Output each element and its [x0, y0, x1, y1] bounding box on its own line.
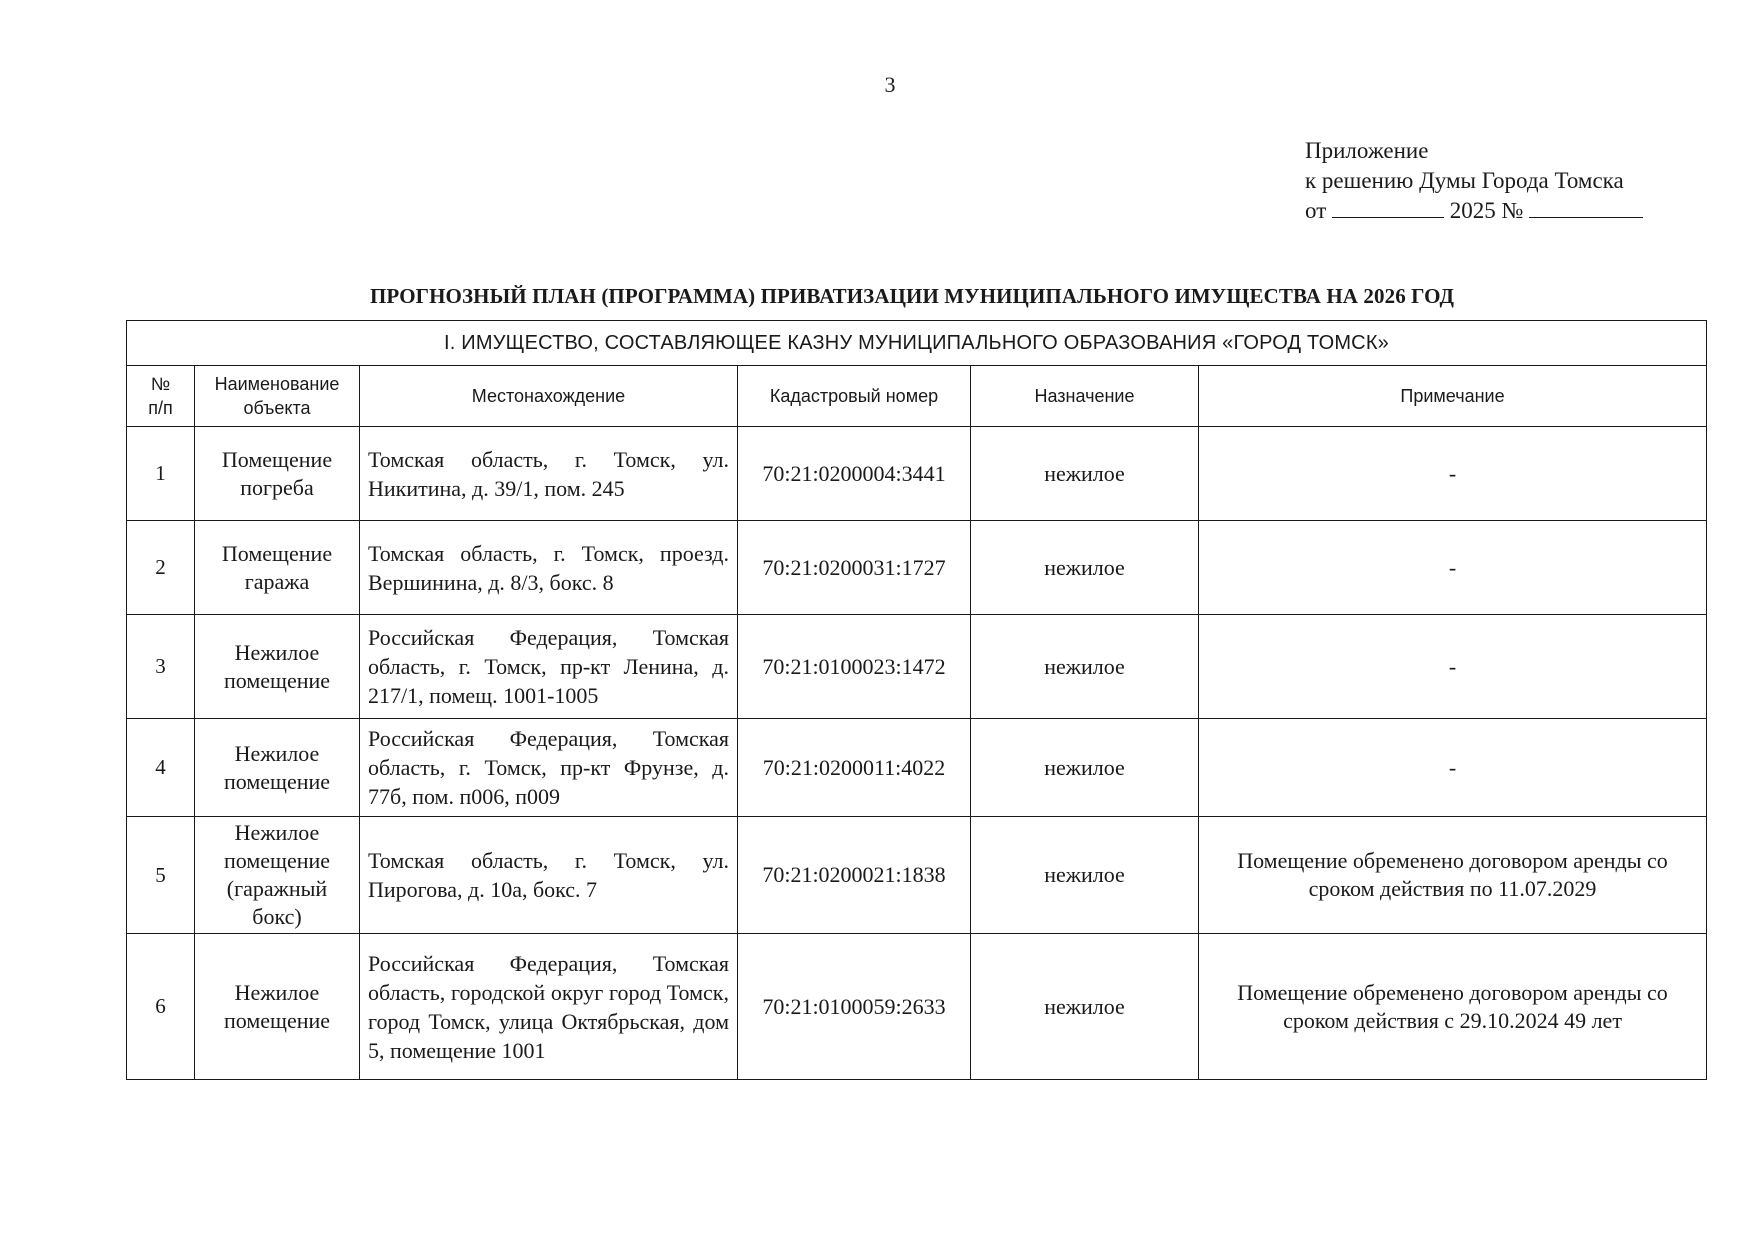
header-row [127, 366, 1707, 427]
cell-location: Российская Федерация, Томская область, г. Томск, пр-кт Ленина, д. 217/1, помещ. 1001-1005 [360, 615, 738, 719]
number-blank-line [1529, 197, 1643, 218]
appendix-year: 2025 № [1449, 198, 1524, 223]
header-num-line2: п/п [148, 398, 173, 418]
table-row [127, 817, 1707, 934]
cell-name [195, 521, 360, 615]
name-line: Нежилое [234, 979, 320, 1005]
cell-name [195, 615, 360, 719]
name-line: помещение [223, 667, 331, 693]
table-row [127, 934, 1707, 1080]
name-line: бокс) [252, 904, 302, 929]
name-line: помещение [223, 848, 331, 873]
cell-purpose: нежилое [971, 817, 1199, 934]
cell-purpose: нежилое [971, 719, 1199, 817]
cell-purpose: нежилое [971, 427, 1199, 521]
table-row [127, 521, 1707, 615]
cell-num: 1 [127, 427, 195, 521]
cell-num: 5 [127, 817, 195, 934]
section-row [127, 321, 1707, 366]
cell-cadastral: 70:21:0200021:1838 [738, 817, 971, 934]
name-line: Помещение [221, 540, 333, 566]
name-line: гаража [244, 568, 310, 594]
header-num [127, 366, 195, 427]
name-line: Нежилое [234, 820, 320, 845]
cell-name [195, 719, 360, 817]
header-location: Местонахождение [360, 366, 738, 427]
cell-note: - [1199, 719, 1707, 817]
appendix-block [1305, 136, 1643, 226]
appendix-date-line [1305, 196, 1643, 226]
cell-num: 4 [127, 719, 195, 817]
cell-location: Российская Федерация, Томская область, г. Томск, пр-кт Фрунзе, д. 77б, пом. п006, п009 [360, 719, 738, 817]
header-cadastral: Кадастровый номер [738, 366, 971, 427]
header-purpose: Назначение [971, 366, 1199, 427]
cell-location: Томская область, г. Томск, ул. Никитина, д. 39/1, пом. 245 [360, 427, 738, 521]
cell-cadastral: 70:21:0100059:2633 [738, 934, 971, 1080]
table-row [127, 615, 1707, 719]
cell-note: Помещение обременено договором аренды со сроком действия с 29.10.2024 49 лет [1199, 934, 1707, 1080]
appendix-date-prefix: от [1305, 198, 1327, 223]
name-line: Нежилое [234, 740, 320, 766]
cell-location: Российская Федерация, Томская область, городской округ город Томск, город Томск, улица Октябрьская, дом 5, помещение 1001 [360, 934, 738, 1080]
name-line: погреба [240, 474, 314, 500]
date-blank-line [1332, 197, 1444, 218]
cell-cadastral: 70:21:0200011:4022 [738, 719, 971, 817]
cell-num: 3 [127, 615, 195, 719]
cell-num: 2 [127, 521, 195, 615]
name-line: помещение [223, 768, 331, 794]
cell-note: Помещение обременено договором аренды со сроком действия по 11.07.2029 [1199, 817, 1707, 934]
name-line: Нежилое [234, 639, 320, 665]
cell-cadastral: 70:21:0200004:3441 [738, 427, 971, 521]
table-row [127, 427, 1707, 521]
cell-purpose: нежилое [971, 615, 1199, 719]
table-row [127, 719, 1707, 817]
header-name [195, 366, 360, 427]
header-name-line2: объекта [243, 398, 311, 418]
header-name-line1: Наименование [214, 374, 340, 394]
cell-name [195, 817, 360, 934]
section-title: I. ИМУЩЕСТВО, СОСТАВЛЯЮЩЕЕ КАЗНУ МУНИЦИПАЛЬНОГО ОБРАЗОВАНИЯ «ГОРОД ТОМСК» [127, 321, 1707, 366]
cell-cadastral: 70:21:0100023:1472 [738, 615, 971, 719]
cell-name [195, 934, 360, 1080]
cell-purpose: нежилое [971, 521, 1199, 615]
cell-note: - [1199, 521, 1707, 615]
name-line: (гаражный [226, 876, 328, 901]
cell-name [195, 427, 360, 521]
appendix-decision: к решению Думы Города Томска [1305, 168, 1624, 193]
cell-location: Томская область, г. Томск, проезд. Вершинина, д. 8/3, бокс. 8 [360, 521, 738, 615]
cell-cadastral: 70:21:0200031:1727 [738, 521, 971, 615]
header-note: Примечание [1199, 366, 1707, 427]
privatization-table [126, 320, 1707, 1080]
name-line: помещение [223, 1007, 331, 1033]
page-number: 3 [884, 72, 896, 97]
document-title: ПРОГНОЗНЫЙ ПЛАН (ПРОГРАММА) ПРИВАТИЗАЦИИ МУНИЦИПАЛЬНОГО ИМУЩЕСТВА НА 2026 ГОД [369, 284, 1455, 308]
cell-location: Томская область, г. Томск, ул. Пирогова, д. 10а, бокс. 7 [360, 817, 738, 934]
cell-note: - [1199, 615, 1707, 719]
cell-num: 6 [127, 934, 195, 1080]
cell-purpose: нежилое [971, 934, 1199, 1080]
cell-note: - [1199, 427, 1707, 521]
header-num-line1: № [150, 374, 171, 394]
name-line: Помещение [221, 446, 333, 472]
appendix-label: Приложение [1305, 138, 1429, 163]
